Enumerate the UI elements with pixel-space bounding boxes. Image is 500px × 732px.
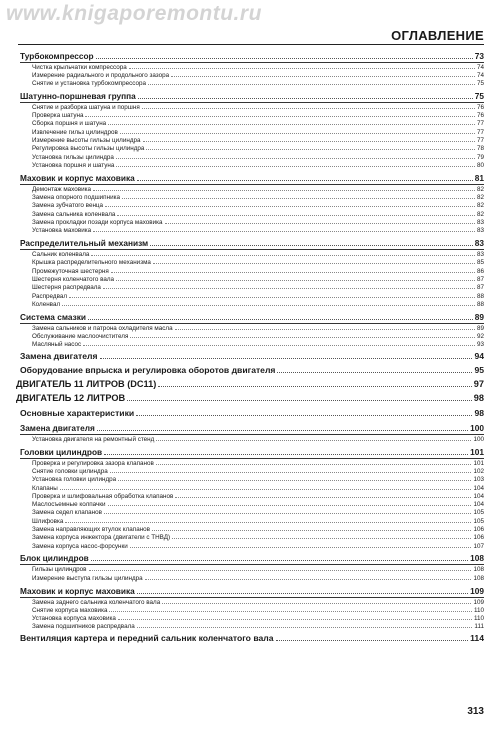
toc-entry-page: 88 bbox=[476, 300, 484, 308]
toc-subentry bbox=[20, 64, 484, 72]
toc-section bbox=[20, 351, 484, 364]
toc-subentry bbox=[20, 80, 484, 88]
toc-section bbox=[20, 312, 484, 324]
toc-subentry bbox=[20, 623, 484, 631]
toc-entry-title: Маховик и корпус маховика bbox=[20, 585, 135, 596]
dot-leader bbox=[142, 108, 475, 109]
toc-entry-page: 108 bbox=[470, 553, 484, 564]
toc-subentry bbox=[20, 341, 484, 349]
dot-leader bbox=[116, 158, 475, 159]
toc-entry-title: Проверка и шлифовальная обработка клапанов bbox=[32, 492, 174, 500]
dot-leader bbox=[118, 480, 471, 481]
toc-subentry bbox=[20, 276, 484, 284]
dot-leader bbox=[105, 206, 475, 207]
toc-entry-page: 82 bbox=[476, 194, 484, 202]
dot-leader bbox=[122, 198, 475, 199]
toc-entry-page: 92 bbox=[476, 332, 484, 340]
toc-subentry bbox=[20, 543, 484, 551]
toc-subentry bbox=[20, 493, 484, 501]
toc-section bbox=[20, 586, 484, 598]
toc-entry-page: 89 bbox=[474, 311, 484, 322]
toc-entry-title: Маховик и корпус маховика bbox=[20, 172, 135, 183]
toc-entry-title: Измерение выступа гильзы цилиндра bbox=[32, 574, 143, 582]
toc-entry-page: 111 bbox=[474, 623, 484, 631]
toc-entry-page: 106 bbox=[473, 526, 484, 534]
dot-leader bbox=[158, 386, 471, 387]
toc-subentry bbox=[20, 72, 484, 80]
toc-subentry bbox=[20, 284, 484, 292]
toc-subentry bbox=[20, 485, 484, 493]
toc-section bbox=[20, 423, 484, 435]
toc-entry-title: Установка корпуса маховика bbox=[32, 615, 116, 623]
toc-entry-title: Регулировка высоты гильзы цилиндра bbox=[32, 145, 145, 153]
dot-leader bbox=[143, 141, 475, 142]
dot-leader bbox=[108, 124, 475, 125]
toc-entry-title: Измерение радиального и продольного зазора bbox=[32, 71, 170, 79]
dot-leader bbox=[175, 497, 471, 498]
toc-subentry bbox=[20, 436, 484, 444]
dot-leader bbox=[145, 579, 472, 580]
toc-entry-title: Демонтаж маховика bbox=[32, 185, 92, 193]
dot-leader bbox=[97, 430, 468, 431]
toc-entry-page: 110 bbox=[473, 606, 484, 614]
toc-entry-title: Маслосъемные колпачки bbox=[32, 501, 106, 509]
toc-subentry bbox=[20, 129, 484, 137]
toc-section bbox=[20, 633, 484, 646]
toc-entry-page: 107 bbox=[473, 542, 484, 550]
dot-leader bbox=[111, 272, 475, 273]
toc-entry-page: 86 bbox=[476, 267, 484, 275]
toc-entry-page: 83 bbox=[476, 251, 484, 259]
toc-section bbox=[16, 379, 484, 392]
dot-leader bbox=[129, 68, 475, 69]
toc-subentry bbox=[20, 293, 484, 301]
toc-entry-page: 77 bbox=[476, 120, 484, 128]
toc-entry-title: Замена сальников и патрона охладителя масла bbox=[32, 324, 173, 332]
toc-entry-title: Промежуточная шестерня bbox=[32, 267, 109, 275]
dot-leader bbox=[89, 570, 472, 571]
toc-subentry bbox=[20, 145, 484, 153]
dot-leader bbox=[62, 305, 475, 306]
toc-subentry bbox=[20, 526, 484, 534]
dot-leader bbox=[137, 627, 473, 628]
toc-entry-title: Оборудование впрыска и регулировка оборотов двигателя bbox=[20, 365, 276, 376]
toc-subentry bbox=[20, 137, 484, 145]
header-divider bbox=[18, 44, 484, 45]
toc-entry-page: 98 bbox=[473, 393, 484, 404]
toc-entry-page: 93 bbox=[476, 341, 484, 349]
toc-entry-title: Обслуживание маслоочистителя bbox=[32, 332, 129, 340]
toc-entry-title: Система смазки bbox=[20, 311, 86, 322]
dot-leader bbox=[137, 180, 473, 181]
dot-leader bbox=[276, 640, 469, 641]
toc-entry-title: Замена двигателя bbox=[20, 351, 98, 362]
dot-leader bbox=[93, 190, 475, 191]
dot-leader bbox=[88, 319, 473, 320]
toc-entry-title: Вентиляция картера и передний сальник коленчатого вала bbox=[20, 633, 274, 644]
toc-entry-title: Замена седел клапанов bbox=[32, 509, 103, 517]
toc-section bbox=[20, 91, 484, 103]
toc-entry-title: ДВИГАТЕЛЬ 12 ЛИТРОВ bbox=[16, 393, 126, 404]
toc-subentry bbox=[20, 219, 484, 227]
toc-entry-page: 97 bbox=[473, 379, 484, 390]
toc-entry-page: 83 bbox=[474, 238, 484, 249]
dot-leader bbox=[69, 297, 475, 298]
toc-entry-page: 109 bbox=[470, 585, 484, 596]
dot-leader bbox=[165, 223, 475, 224]
toc-entry-page: 88 bbox=[476, 292, 484, 300]
toc-section bbox=[20, 408, 484, 421]
toc-entry-title: Шатунно-поршневая группа bbox=[20, 90, 136, 101]
toc-subentry bbox=[20, 325, 484, 333]
toc-entry-page: 103 bbox=[473, 476, 484, 484]
toc-entry-title: Снятие и разборка шатуна и поршня bbox=[32, 103, 140, 111]
toc-subentry bbox=[20, 154, 484, 162]
dot-leader bbox=[93, 231, 475, 232]
dot-leader bbox=[120, 133, 475, 134]
toc-entry-page: 81 bbox=[474, 172, 484, 183]
toc-subentry bbox=[20, 251, 484, 259]
toc-subentry bbox=[20, 476, 484, 484]
toc-entry-title: Основные характеристики bbox=[20, 407, 135, 418]
toc-entry-title: Замена опорного подшипника bbox=[32, 194, 120, 202]
toc-subentry bbox=[20, 509, 484, 517]
dot-leader bbox=[85, 116, 475, 117]
toc-entry-page: 82 bbox=[476, 210, 484, 218]
toc-entry-page: 101 bbox=[473, 459, 484, 467]
toc-entry-title: ДВИГАТЕЛЬ 11 ЛИТРОВ (DC11) bbox=[16, 379, 157, 390]
dot-leader bbox=[103, 288, 475, 289]
toc-entry-title: Установка гильзы цилиндра bbox=[32, 153, 114, 161]
toc-entry-page: 98 bbox=[474, 407, 484, 418]
toc-entry-title: Гильзы цилиндров bbox=[32, 566, 87, 574]
toc-section bbox=[16, 393, 484, 406]
toc-entry-page: 85 bbox=[476, 259, 484, 267]
toc-entry-title: Шестерня коленчатого вала bbox=[32, 275, 115, 283]
dot-leader bbox=[117, 215, 475, 216]
dot-leader bbox=[162, 603, 471, 604]
toc-entry-title: Замена корпуса насос-форсунки bbox=[32, 542, 128, 550]
toc-subentry bbox=[20, 211, 484, 219]
toc-entry-page: 100 bbox=[473, 435, 484, 443]
toc-entry-page: 106 bbox=[473, 534, 484, 542]
dot-leader bbox=[130, 547, 472, 548]
dot-leader bbox=[136, 415, 472, 416]
toc-subentry bbox=[20, 162, 484, 170]
toc-entry-title: Замена двигателя bbox=[20, 422, 95, 433]
toc-entry-page: 95 bbox=[474, 365, 484, 376]
toc-entry-title: Проверка и регулировка зазора клапанов bbox=[32, 459, 154, 467]
toc-entry-title: Установка маховика bbox=[32, 227, 92, 235]
toc-entry-title: Замена прокладки позади корпуса маховика bbox=[32, 218, 163, 226]
toc-entry-page: 77 bbox=[476, 128, 484, 136]
table-of-contents bbox=[16, 48, 484, 646]
toc-subentry bbox=[20, 566, 484, 574]
toc-entry-page: 102 bbox=[473, 468, 484, 475]
dot-leader bbox=[109, 611, 471, 612]
toc-section bbox=[20, 365, 484, 378]
toc-section bbox=[20, 447, 484, 459]
toc-entry-page: 73 bbox=[474, 50, 484, 61]
toc-subentry bbox=[20, 501, 484, 509]
toc-section bbox=[20, 238, 484, 250]
toc-subentry bbox=[20, 202, 484, 210]
dot-leader bbox=[65, 522, 471, 523]
dot-leader bbox=[83, 345, 475, 346]
toc-subentry bbox=[20, 333, 484, 341]
toc-entry-title: Распределительный механизм bbox=[20, 238, 149, 249]
toc-subentry bbox=[20, 259, 484, 267]
toc-subentry bbox=[20, 468, 484, 476]
toc-entry-title: Турбокомпрессор bbox=[20, 50, 94, 61]
toc-entry-title: Установка головки цилиндра bbox=[32, 476, 117, 484]
dot-leader bbox=[148, 84, 475, 85]
dot-leader bbox=[116, 280, 475, 281]
dot-leader bbox=[91, 255, 475, 256]
dot-leader bbox=[91, 560, 468, 561]
toc-entry-page: 74 bbox=[476, 63, 484, 71]
toc-subentry bbox=[20, 120, 484, 128]
toc-subentry bbox=[20, 460, 484, 468]
toc-subentry bbox=[20, 575, 484, 583]
dot-leader bbox=[127, 400, 472, 401]
toc-entry-page: 87 bbox=[476, 284, 484, 292]
toc-entry-title: Снятие и установка турбокомпрессора bbox=[32, 80, 146, 88]
toc-entry-page: 114 bbox=[470, 633, 484, 644]
dot-leader bbox=[100, 358, 473, 359]
dot-leader bbox=[156, 440, 471, 441]
watermark: www.knigaporemontu.ru bbox=[6, 2, 262, 25]
toc-entry-page: 79 bbox=[476, 153, 484, 161]
toc-entry-page: 82 bbox=[476, 202, 484, 210]
toc-entry-title: Шестерня распредвала bbox=[32, 284, 101, 292]
dot-leader bbox=[108, 505, 472, 506]
toc-subentry bbox=[20, 268, 484, 276]
toc-entry-title: Измерение высоты гильзы цилиндра bbox=[32, 137, 141, 145]
toc-subentry bbox=[20, 186, 484, 194]
toc-entry-page: 83 bbox=[476, 227, 484, 235]
dot-leader bbox=[172, 538, 471, 539]
toc-entry-page: 104 bbox=[473, 484, 484, 492]
toc-entry-title: Замена корпуса инжектора (двигатели с ТНВД) bbox=[32, 534, 171, 542]
toc-entry-page: 78 bbox=[476, 145, 484, 153]
toc-entry-page: 101 bbox=[470, 446, 484, 457]
toc-entry-title: Шлифовка bbox=[32, 517, 64, 525]
toc-entry-title: Замена направляющих втулок клапанов bbox=[32, 526, 151, 534]
toc-section bbox=[20, 553, 484, 565]
toc-entry-page: 82 bbox=[476, 185, 484, 193]
toc-entry-title: Чистка крыльчатки компрессора bbox=[32, 63, 127, 71]
toc-entry-page: 74 bbox=[476, 71, 484, 79]
dot-leader bbox=[171, 76, 475, 77]
dot-leader bbox=[146, 149, 475, 150]
dot-leader bbox=[277, 372, 472, 373]
toc-entry-page: 108 bbox=[473, 574, 484, 582]
toc-entry-page: 104 bbox=[473, 492, 484, 500]
toc-entry-title: Головки цилиндров bbox=[20, 446, 103, 457]
dot-leader bbox=[104, 454, 468, 455]
toc-entry-title: Установка двигателя на ремонтный стенд bbox=[32, 435, 155, 443]
toc-entry-page: 77 bbox=[476, 137, 484, 145]
toc-subentry bbox=[20, 301, 484, 309]
dot-leader bbox=[110, 472, 472, 473]
toc-entry-page: 89 bbox=[476, 324, 484, 332]
toc-entry-title: Коленвал bbox=[32, 300, 61, 308]
toc-entry-title: Установка поршня и шатуна bbox=[32, 161, 115, 169]
dot-leader bbox=[150, 245, 473, 246]
toc-entry-page: 109 bbox=[473, 598, 484, 606]
toc-entry-title: Замена сальника коленвала bbox=[32, 210, 116, 218]
toc-entry-title: Клапаны bbox=[32, 484, 58, 492]
toc-entry-page: 104 bbox=[473, 501, 484, 509]
toc-section bbox=[20, 173, 484, 185]
toc-entry-title: Замена зубчатого венца bbox=[32, 202, 104, 210]
toc-entry-page: 105 bbox=[473, 509, 484, 517]
toc-entry-page: 75 bbox=[476, 80, 484, 88]
dot-leader bbox=[104, 513, 471, 514]
dot-leader bbox=[175, 329, 475, 330]
toc-entry-title: Извлечение гильз цилиндров bbox=[32, 128, 118, 136]
toc-subentry bbox=[20, 599, 484, 607]
dot-leader bbox=[116, 166, 475, 167]
toc-entry-page: 100 bbox=[470, 422, 484, 433]
page-title: ОГЛАВЛЕНИЕ bbox=[391, 28, 484, 43]
toc-subentry bbox=[20, 518, 484, 526]
toc-subentry bbox=[20, 104, 484, 112]
toc-entry-page: 76 bbox=[476, 103, 484, 111]
toc-entry-title: Блок цилиндров bbox=[20, 553, 89, 564]
dot-leader bbox=[130, 337, 475, 338]
toc-entry-title: Распредвал bbox=[32, 292, 68, 300]
toc-entry-title: Проверка шатуна bbox=[32, 112, 84, 120]
toc-entry-page: 83 bbox=[476, 218, 484, 226]
dot-leader bbox=[96, 58, 473, 59]
toc-section bbox=[20, 51, 484, 63]
toc-entry-title: Замена заднего сальника коленчатого вала bbox=[32, 598, 161, 606]
toc-entry-page: 87 bbox=[476, 275, 484, 283]
dot-leader bbox=[153, 263, 475, 264]
dot-leader bbox=[137, 593, 468, 594]
toc-entry-title: Сборка поршня и шатуна bbox=[32, 120, 107, 128]
toc-subentry bbox=[20, 615, 484, 623]
toc-entry-page: 80 bbox=[476, 161, 484, 169]
toc-entry-title: Крышка распределительного механизма bbox=[32, 259, 151, 267]
toc-entry-title: Замена подшипников распредвала bbox=[32, 623, 135, 631]
toc-subentry bbox=[20, 607, 484, 615]
toc-entry-page: 94 bbox=[474, 351, 484, 362]
toc-subentry bbox=[20, 227, 484, 235]
dot-leader bbox=[138, 98, 473, 99]
page-number: 313 bbox=[467, 706, 484, 717]
toc-entry-page: 76 bbox=[476, 112, 484, 120]
toc-entry-title: Масляный насос bbox=[32, 341, 82, 349]
toc-entry-page: 105 bbox=[473, 517, 484, 525]
toc-entry-title: Снятие корпуса маховика bbox=[32, 606, 108, 614]
toc-subentry bbox=[20, 534, 484, 542]
toc-entry-title: Снятие головки цилиндра bbox=[32, 468, 108, 475]
toc-entry-page: 108 bbox=[473, 566, 484, 574]
dot-leader bbox=[60, 489, 472, 490]
dot-leader bbox=[118, 619, 472, 620]
dot-leader bbox=[156, 464, 472, 465]
toc-entry-page: 110 bbox=[473, 615, 484, 623]
toc-entry-title: Сальник коленвала bbox=[32, 251, 90, 259]
toc-entry-page: 75 bbox=[474, 90, 484, 101]
dot-leader bbox=[152, 530, 471, 531]
